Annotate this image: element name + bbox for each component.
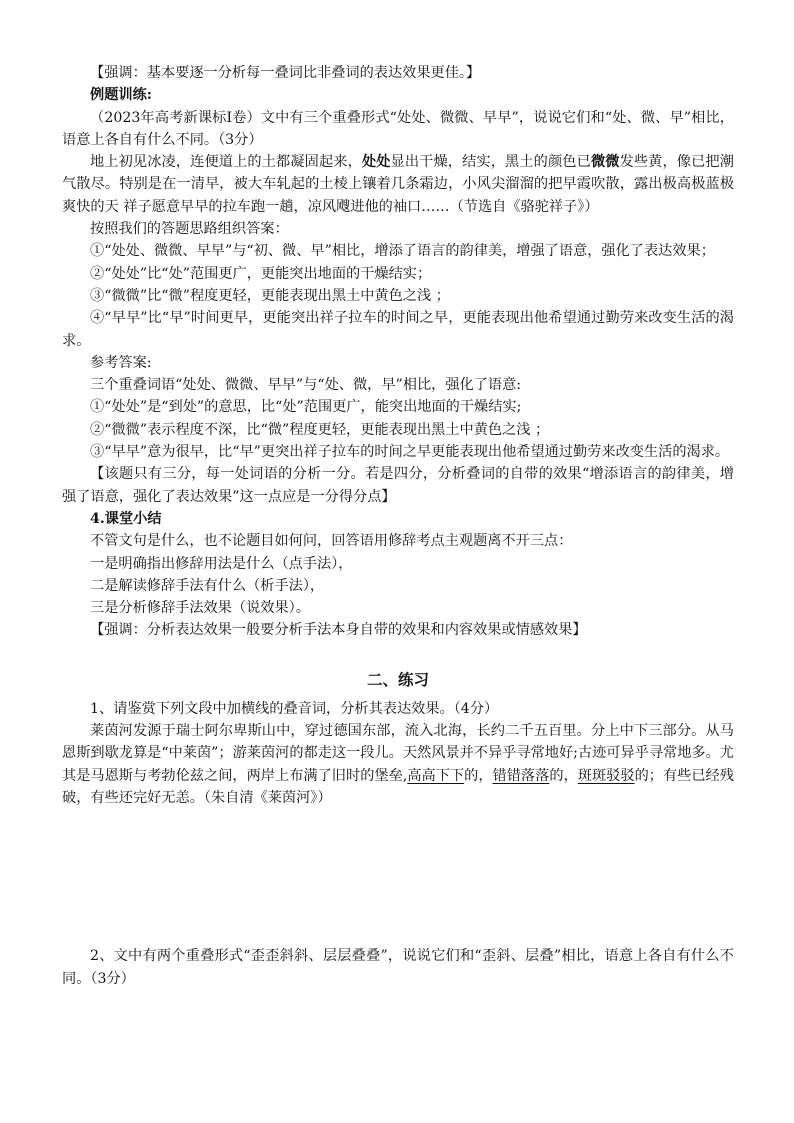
question-1: 1、请鉴赏下列文段中加横线的叠音词，分析其表达效果。（4分） [90, 700, 499, 717]
emphasis-note-1: 【强调：基本要逐一分析每一叠词比非叠词的表达效果更佳。】 [90, 65, 481, 81]
question-2: 2、文中有两个重叠形式“歪歪斜斜、层层叠叠”，说说它们和“歪斜、层叠”相比，语意上各自有什么不同。（3分） [62, 948, 734, 987]
organized-answer-1: ①“处处、微微、早早”与“初、微、早”相比，增添了语言的韵律美，增强了语意，强化了表达效果； [90, 243, 715, 260]
passage-text-1: 地上初见冰凌，连便道上的土都凝固起来， [90, 154, 362, 171]
passage-text-3: 发些黄，像已把潮气散尽。特别是在一清早，被大车轧起的土棱上镶着几条霜边，小风尖溜溜的把早霞吹散，露出极高极蓝极爽快的天 祥子愿意早早的拉车跑一趟，凉风飕进他的袖口……（节选自《骆驼祥子》） [62, 154, 734, 215]
reference-answer-3: ③“早早”意为很早，比“早”更突出祥子拉车的时间之早更能表现出他希望通过勤劳来改变生活的渴求。 [90, 444, 730, 461]
document-page [62, 62, 734, 990]
organize-intro: 按照我们的答题思路组织答案： [90, 221, 289, 238]
underlined-banbanbobo: 斑斑驳驳 [577, 767, 635, 784]
summary-intro: 不管文句是什么，也不论题目如何问，回答语用修辞考点主观题离不开三点： [90, 533, 573, 550]
reference-answer-intro: 三个重叠词语“处处、微微、早早”与“处、微，早”相比，强化了语意: [90, 377, 522, 394]
reference-answer-1: ①“处处”是“到处”的意思，比“处”范围更广，能突出地面的干燥结实; [90, 399, 522, 416]
underlined-cuocuoluoluo: 错错落落 [492, 767, 550, 784]
q1-passage-text-1: 莱茵河发源于瑞士阿尔卑斯山中，穿过德国东部，流入北海，长约二千五百里。分上中下三部分。从马恩斯到歇龙算是“中莱茵”；游莱茵河的都走这一段儿。天然风景并不异乎寻常地好;古迹可异乎寻常地多。尤其是马恩斯与考勃伦兹之间，两岸上布满了旧时的堡垒, [62, 723, 734, 784]
summary-point-2: 二是解读修辞手法有什么（析手法）， [90, 577, 325, 594]
q1-passage-text-2: 的， [464, 767, 493, 784]
reference-label: 参考答案: [90, 354, 152, 371]
q1-passage-text-3: 的， [549, 767, 578, 784]
passage-bold-chuchu: 处处 [361, 154, 391, 171]
summary-heading: 4.课堂小结 [90, 510, 162, 527]
summary-point-1: 一是明确指出修辞用法是什么（点手法）， [90, 555, 353, 572]
reference-answer-2: ②“微微”表示程度不深，比“微”程度更轻，更能表现出黑土中黄色之浅 ； [90, 421, 550, 438]
summary-point-3: 三是分析修辞手法效果（说效果）。 [90, 600, 310, 617]
underlined-gaogaoxiaxia: 高高下下 [407, 767, 465, 784]
organized-answer-3: ③“微微”比“微”程度更轻，更能表现出黑土中黄色之浅 ； [90, 287, 450, 304]
section-gap [62, 642, 734, 668]
passage-text-2: 显出干燥，结实，黑土的颜色已 [390, 154, 591, 171]
emphasis-note-2: 【强调：分析表达效果一般要分析手法本身自带的效果和内容效果或情感效果】 [90, 622, 587, 639]
section-title: 二、练习 [366, 669, 429, 689]
example-heading: 例题训练: [90, 87, 152, 104]
passage-bold-weiwei: 微微 [590, 154, 620, 171]
scoring-note: 【该题只有三分，每一处词语的分析一分。若是四分，分析叠词的自带的效果“增添语言的韵律美，增强了语意，强化了表达效果”这一点应是一分得分点】 [62, 466, 734, 505]
passage-laiyin-river [62, 720, 734, 809]
example-question: （2023年高考新课标Ⅰ卷）文中有三个重叠形式“处处、微微、早早”，说说它们和“处、微、早”相比，语意上各自有什么不同。（3分） [62, 109, 734, 148]
answer-space [62, 809, 734, 945]
organized-answer-2: ②“处处”比“处”范围更广，更能突出地面的干燥结实； [90, 265, 432, 282]
passage-luotuo-xiangzi [62, 151, 734, 218]
organized-answer-4: ④“早早”比“早”时间更早，更能突出祥子拉车的时间之早，更能表现出他希望通过勤劳来改变生活的渴求。 [62, 310, 734, 349]
q1-passage-text-4: 的；有些已经残破，有些还完好无恙。（朱自清《莱茵河》） [62, 767, 734, 806]
